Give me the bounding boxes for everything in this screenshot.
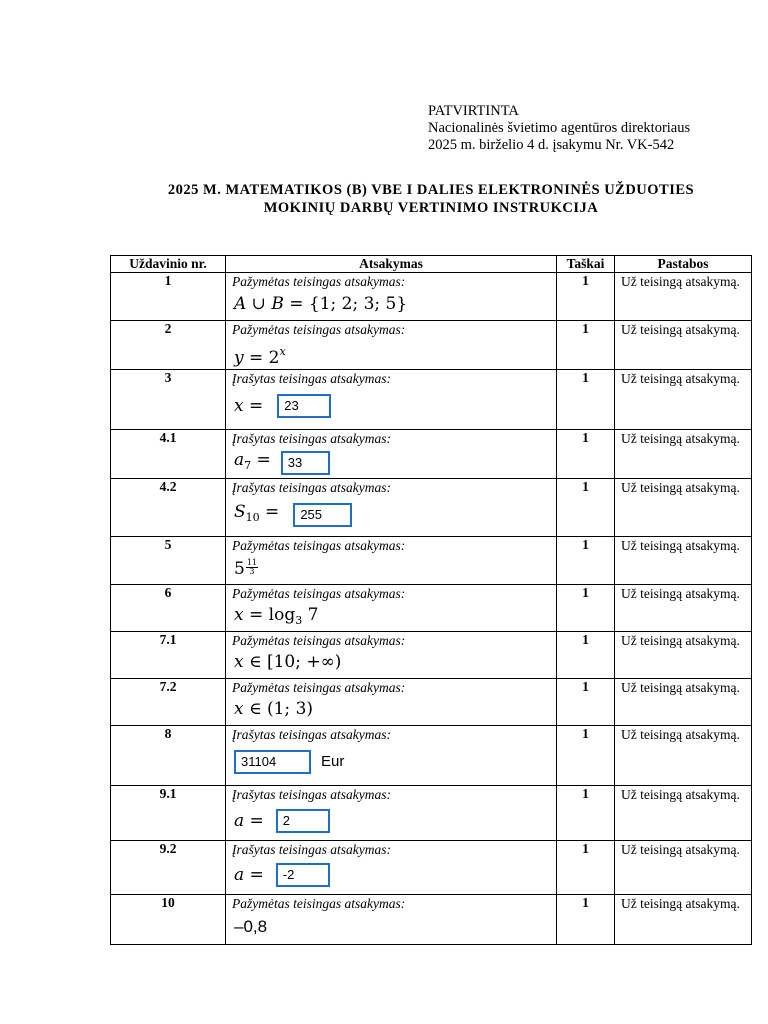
formula: a = -2 bbox=[234, 863, 556, 887]
formula: $S_{10}$ = 255 bbox=[234, 502, 556, 528]
task-number: 3 bbox=[111, 370, 226, 430]
answer-cell bbox=[226, 537, 557, 585]
points: 1 bbox=[557, 479, 615, 537]
note: Už teisingą atsakymą. bbox=[615, 679, 752, 726]
answer-lead: Pažymėtas teisingas atsakymas: bbox=[232, 274, 406, 289]
column-header: Taškai bbox=[557, 256, 615, 273]
points: 1 bbox=[557, 841, 615, 895]
answer-lead: Įrašytas teisingas atsakymas: bbox=[232, 727, 391, 742]
table-row bbox=[111, 479, 752, 537]
answer-cell bbox=[226, 679, 557, 726]
formula: $a_7$ = 33 bbox=[234, 450, 556, 476]
table-row bbox=[111, 726, 752, 786]
points: 1 bbox=[557, 726, 615, 786]
task-number: 10 bbox=[111, 895, 226, 945]
answer-lead: Įrašytas teisingas atsakymas: bbox=[232, 787, 391, 802]
task-number: 6 bbox=[111, 585, 226, 632]
answer-box: 255 bbox=[293, 503, 352, 527]
answer-cell bbox=[226, 786, 557, 841]
approval-line: PATVIRTINTA bbox=[428, 103, 519, 119]
table-row bbox=[111, 273, 752, 321]
task-number: 9.1 bbox=[111, 786, 226, 841]
formula: x ∈ [10; +∞) bbox=[234, 652, 342, 672]
points: 1 bbox=[557, 679, 615, 726]
answer-lead: Įrašytas teisingas atsakymas: bbox=[232, 480, 391, 495]
approval-block bbox=[428, 103, 690, 154]
note: Už teisingą atsakymą. bbox=[615, 370, 752, 430]
points: 1 bbox=[557, 273, 615, 321]
points: 1 bbox=[557, 786, 615, 841]
plain-answer: –0,8 bbox=[234, 917, 268, 936]
approval-line: 2025 m. birželio 4 d. įsakymu Nr. VK-542 bbox=[428, 137, 675, 153]
answer-cell bbox=[226, 479, 557, 537]
table-row bbox=[111, 786, 752, 841]
points: 1 bbox=[557, 537, 615, 585]
points: 1 bbox=[557, 430, 615, 479]
table-row bbox=[111, 537, 752, 585]
note: Už teisingą atsakymą. bbox=[615, 537, 752, 585]
answer-lead: Įrašytas teisingas atsakymas: bbox=[232, 842, 391, 857]
note: Už teisingą atsakymą. bbox=[615, 430, 752, 479]
answer-cell bbox=[226, 726, 557, 786]
formula: x ∈ (1; 3) bbox=[234, 699, 314, 719]
answer-cell bbox=[226, 430, 557, 479]
task-number: 5 bbox=[111, 537, 226, 585]
note: Už teisingą atsakymą. bbox=[615, 632, 752, 679]
table-row bbox=[111, 430, 752, 479]
formula bbox=[234, 917, 556, 937]
table-row bbox=[111, 841, 752, 895]
answer-lead: Pažymėtas teisingas atsakymas: bbox=[232, 680, 406, 695]
answer-cell bbox=[226, 321, 557, 370]
table-row bbox=[111, 895, 752, 945]
formula: x = 23 bbox=[234, 394, 556, 418]
answer-box: 33 bbox=[281, 451, 330, 475]
answer-cell bbox=[226, 895, 557, 945]
formula: A ∪ B = {1; 2; 3; 5} bbox=[234, 294, 408, 314]
points: 1 bbox=[557, 321, 615, 370]
formula: a = 2 bbox=[234, 809, 556, 833]
answer-lead: Pažymėtas teisingas atsakymas: bbox=[232, 633, 406, 648]
points: 1 bbox=[557, 895, 615, 945]
answer-cell bbox=[226, 273, 557, 321]
answer-box: 31104 bbox=[234, 750, 311, 774]
table-header-row bbox=[111, 256, 752, 273]
points: 1 bbox=[557, 370, 615, 430]
column-header: Atsakymas bbox=[226, 256, 557, 273]
answer-lead: Įrašytas teisingas atsakymas: bbox=[232, 431, 391, 446]
answer-cell bbox=[226, 585, 557, 632]
formula: 5 $\frac{11}{3}$ bbox=[234, 558, 258, 579]
document-title bbox=[110, 181, 752, 217]
task-number: 1 bbox=[111, 273, 226, 321]
note: Už teisingą atsakymą. bbox=[615, 585, 752, 632]
task-number: 2 bbox=[111, 321, 226, 370]
answer-lead: Pažymėtas teisingas atsakymas: bbox=[232, 586, 406, 601]
points: 1 bbox=[557, 632, 615, 679]
column-header: Uždavinio nr. bbox=[111, 256, 226, 273]
table-row bbox=[111, 321, 752, 370]
approval-line: Nacionalinės švietimo agentūros direktoriaus bbox=[428, 120, 691, 136]
task-number: 4.1 bbox=[111, 430, 226, 479]
table-row bbox=[111, 585, 752, 632]
task-number: 8 bbox=[111, 726, 226, 786]
formula: $x = \log_3 7$ bbox=[234, 605, 319, 627]
table-row bbox=[111, 679, 752, 726]
answer-cell bbox=[226, 841, 557, 895]
task-number: 7.1 bbox=[111, 632, 226, 679]
answer-lead: Pažymėtas teisingas atsakymas: bbox=[232, 322, 406, 337]
note: Už teisingą atsakymą. bbox=[615, 841, 752, 895]
answer-box: -2 bbox=[276, 863, 330, 887]
formula: $y = 2^x$ bbox=[234, 345, 286, 368]
answer-cell bbox=[226, 632, 557, 679]
answer-box: 2 bbox=[276, 809, 330, 833]
answer-lead: Pažymėtas teisingas atsakymas: bbox=[232, 538, 406, 553]
task-number: 7.2 bbox=[111, 679, 226, 726]
task-number: 9.2 bbox=[111, 841, 226, 895]
note: Už teisingą atsakymą. bbox=[615, 479, 752, 537]
points: 1 bbox=[557, 585, 615, 632]
formula bbox=[234, 750, 556, 774]
task-number: 4.2 bbox=[111, 479, 226, 537]
answer-box: 23 bbox=[277, 394, 331, 418]
note: Už teisingą atsakymą. bbox=[615, 895, 752, 945]
note: Už teisingą atsakymą. bbox=[615, 273, 752, 321]
title-line: MOKINIŲ DARBŲ VERTINIMO INSTRUKCIJA bbox=[263, 200, 599, 216]
note: Už teisingą atsakymą. bbox=[615, 321, 752, 370]
note: Už teisingą atsakymą. bbox=[615, 786, 752, 841]
answer-lead: Pažymėtas teisingas atsakymas: bbox=[232, 896, 406, 911]
answer-lead: Įrašytas teisingas atsakymas: bbox=[232, 371, 391, 386]
unit-label: Eur bbox=[321, 753, 345, 770]
column-header: Pastabos bbox=[615, 256, 752, 273]
table-row bbox=[111, 370, 752, 430]
table-row bbox=[111, 632, 752, 679]
grading-table bbox=[110, 255, 752, 945]
title-line: 2025 M. MATEMATIKOS (B) VBE I DALIES ELEKTRONINĖS UŽDUOTIES bbox=[167, 182, 695, 198]
answer-cell bbox=[226, 370, 557, 430]
note: Už teisingą atsakymą. bbox=[615, 726, 752, 786]
